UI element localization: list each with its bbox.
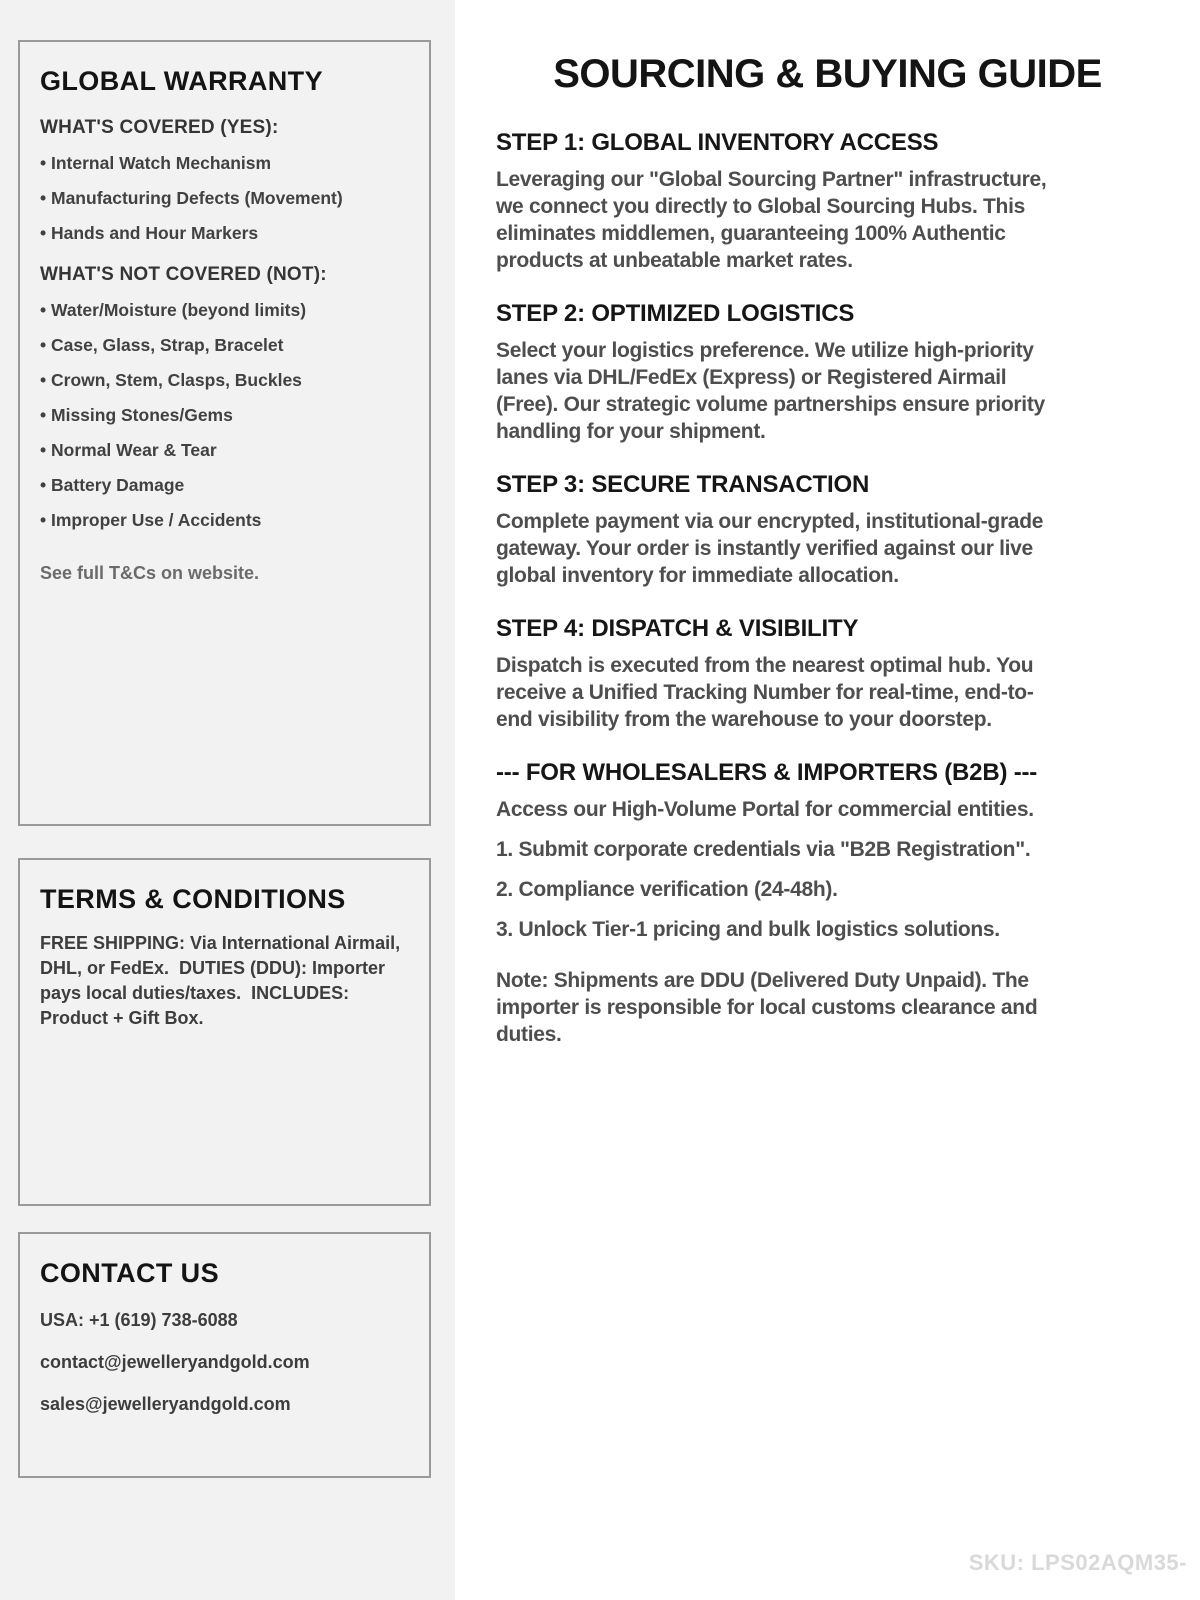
step-body: Select your logistics preference. We utilize high-priority lanes via DHL/FedEx (Express) or Registered Airmail (Free). Our strategic volume partnerships ensure priority handling for your shipment. [496,339,1045,443]
step-body: Complete payment via our encrypted, institutional-grade gateway. Your order is instantly verified against our live global inventory for immediate allocation. [496,510,1044,587]
main-content [455,0,1200,1600]
step-4-section [496,615,1061,733]
warranty-title: GLOBAL WARRANTY [40,66,323,96]
terms-panel [18,858,431,1206]
list-item: • Improper Use / Accidents [40,510,409,531]
contact-panel [18,1232,431,1478]
list-item: • Internal Watch Mechanism [40,153,409,174]
contact-email: contact@jewelleryandgold.com [40,1352,310,1372]
covered-list [40,153,409,244]
step-heading: STEP 3: SECURE TRANSACTION [496,471,870,498]
step-3-section [496,471,1061,589]
terms-body: FREE SHIPPING: Via International Airmail, DHL, or FedEx. DUTIES (DDU): Importer pays local duties/taxes. INCLUDES: Product + Gift Box. [40,933,406,1028]
b2b-item: 2. Compliance verification (24-48h). [496,878,838,901]
not-covered-list [40,300,409,531]
list-item: • Manufacturing Defects (Movement) [40,188,409,209]
sidebar [0,0,455,1600]
step-heading: STEP 2: OPTIMIZED LOGISTICS [496,300,855,327]
list-item: • Hands and Hour Markers [40,223,409,244]
step-2-section [496,300,1061,445]
contact-title: CONTACT US [40,1258,219,1288]
list-item: • Case, Glass, Strap, Bracelet [40,335,409,356]
list-item: • Battery Damage [40,475,409,496]
contact-phone: USA: +1 (619) 738-6088 [40,1310,238,1330]
terms-title: TERMS & CONDITIONS [40,884,346,914]
step-1-section [496,129,1061,274]
warranty-panel [18,40,431,826]
sku-label: SKU: LPS02AQM35- [968,1550,1187,1575]
covered-heading: WHAT'S COVERED (YES): [40,117,279,138]
b2b-intro: Access our High-Volume Portal for commercial entities. [496,798,1034,821]
steps-container [496,129,1061,1048]
page-title: SOURCING & BUYING GUIDE [553,52,1102,96]
b2b-item: 3. Unlock Tier-1 pricing and bulk logistics solutions. [496,918,1000,941]
warranty-footnote: See full T&Cs on website. [40,563,260,583]
step-body: Leveraging our "Global Sourcing Partner" infrastructure, we connect you directly to Global Sourcing Hubs. This eliminates middlemen, guaranteeing 100% Authentic products at unbeatable market rates. [496,168,1047,272]
b2b-section [496,759,1061,1048]
b2b-item: 1. Submit corporate credentials via "B2B Registration". [496,838,1031,861]
step-body: Dispatch is executed from the nearest optimal hub. You receive a Unified Tracking Number for real-time, end-to-end visibility from the warehouse to your doorstep. [496,654,1034,731]
list-item: • Crown, Stem, Clasps, Buckles [40,370,409,391]
list-item: • Water/Moisture (beyond limits) [40,300,409,321]
step-heading: STEP 4: DISPATCH & VISIBILITY [496,615,859,642]
step-heading: STEP 1: GLOBAL INVENTORY ACCESS [496,129,939,156]
list-item: • Missing Stones/Gems [40,405,409,426]
contact-sales-email: sales@jewelleryandgold.com [40,1394,291,1414]
not-covered-heading: WHAT'S NOT COVERED (NOT): [40,264,327,285]
list-item: • Normal Wear & Tear [40,440,409,461]
b2b-note: Note: Shipments are DDU (Delivered Duty Unpaid). The importer is responsible for local customs clearance and duties. [496,969,1038,1046]
b2b-heading: --- FOR WHOLESALERS & IMPORTERS (B2B) --- [496,759,1038,786]
